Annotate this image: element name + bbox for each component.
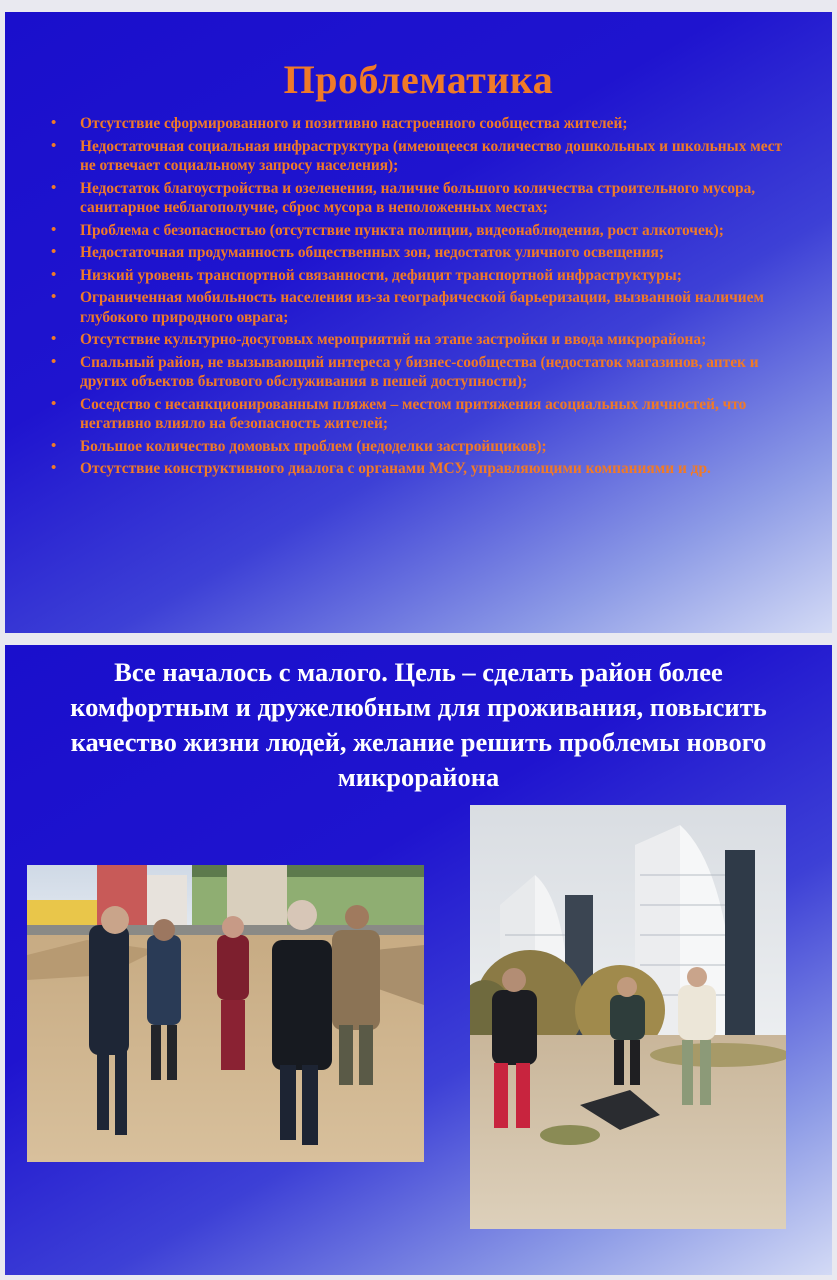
list-item: • Отсутствие культурно-досуговых мероприятий на этапе застройки и ввода микрорайона; xyxy=(45,330,796,350)
list-item: • Соседство с несанкционированным пляжем – местом притяжения асоциальных личностей, что негативно влияло на безопасность жителей; xyxy=(45,395,796,434)
list-item: • Большое количество домовых проблем (недоделки застройщиков); xyxy=(45,437,796,457)
slide-start xyxy=(5,645,832,1275)
list-item: • Низкий уровень транспортной связанности, дефицит транспортной инфраструктуры; xyxy=(45,266,796,286)
list-item: • Отсутствие сформированного и позитивно настроенного сообщества жителей; xyxy=(45,114,796,134)
list-item: • Недостаток благоустройства и озеленения, наличие большого количества строительного мусора, санитарное неблагополучие, сброс мусора в неположенных местах; xyxy=(45,179,796,218)
slide-problems xyxy=(5,12,832,633)
problems-list xyxy=(45,114,796,482)
list-item: • Спальный район, не вызывающий интереса у бизнес-сообщества (недостаток магазинов, аптек и других объектов бытового обслуживания в пешей доступности); xyxy=(45,353,796,392)
photo-cleanup-illustration xyxy=(470,805,786,1229)
photo-cleanup-volunteers xyxy=(470,805,786,1229)
photo-meeting-on-site xyxy=(27,865,424,1162)
slide-title: Проблематика xyxy=(283,57,554,102)
photo-meeting-illustration xyxy=(27,865,424,1162)
list-item: • Недостаточная социальная инфраструктура (имеющееся количество дошкольных и школьных мест не отвечает социальному запросу населения); xyxy=(45,137,796,176)
list-item: • Проблема с безопасностью (отсутствие пункта полиции, видеонаблюдения, рост алкоточек); xyxy=(45,221,796,241)
list-item: • Ограниченная мобильность населения из-за географической барьеризации, вызванной наличием глубокого природного оврага; xyxy=(45,288,796,327)
list-item: • Отсутствие конструктивного диалога с органами МСУ, управляющими компаниями и др. xyxy=(45,459,796,479)
list-item: • Недостаточная продуманность общественных зон, недостаток уличного освещения; xyxy=(45,243,796,263)
slide-headline: Все началось с малого. Цель – сделать район более комфортным и дружелюбным для проживания, повысить качество жизни людей, желание решить проблемы нового микрорайона xyxy=(70,657,767,792)
